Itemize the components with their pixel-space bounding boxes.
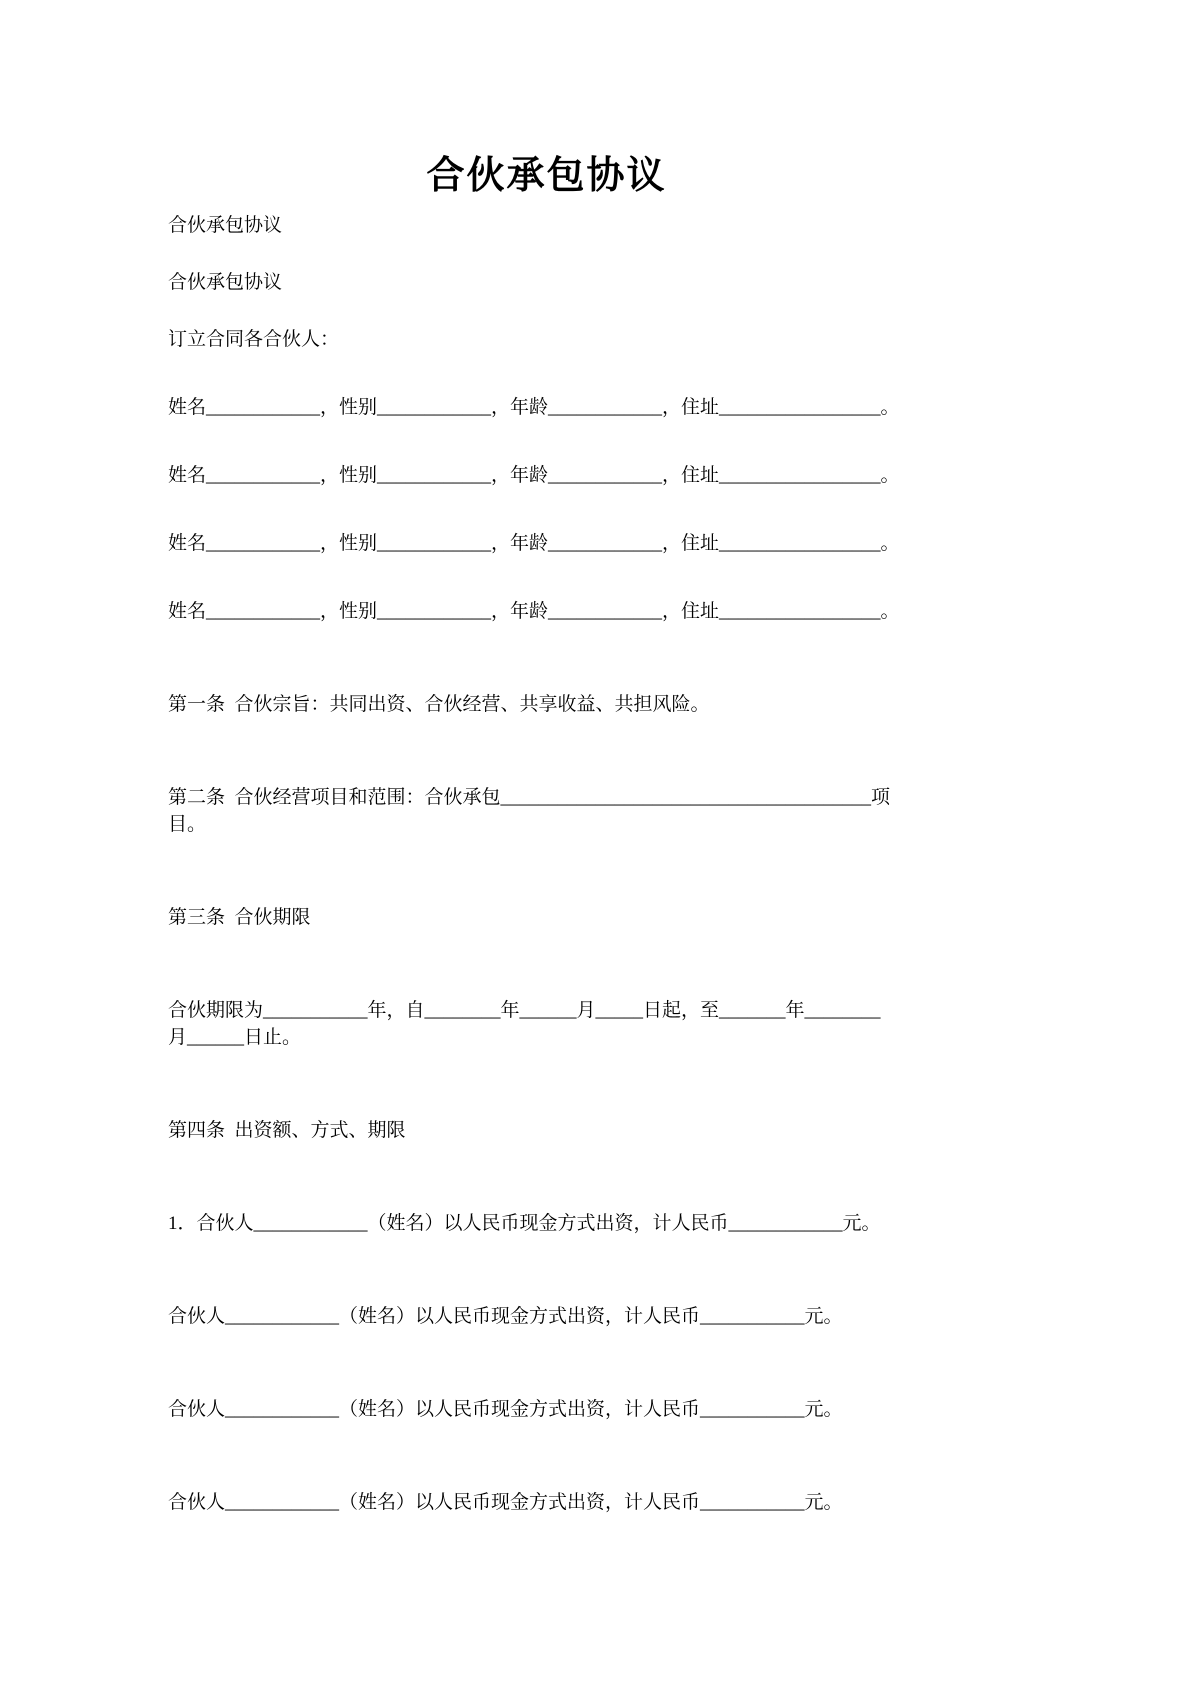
partner-contribution-line-2: 合伙人____________（姓名）以人民币现金方式出资，计人民币___________元。 [168,1306,843,1327]
partner-contribution-line-1: 1．合伙人____________（姓名）以人民币现金方式出资，计人民币____________元。 [168,1213,881,1234]
paragraph-subtitle-1: 合伙承包协议 [168,215,283,236]
paragraph-parties-intro: 订立合同各合伙人： [168,329,340,350]
paragraph-subtitle-2: 合伙承包协议 [168,272,283,293]
partner-name-row-3: 姓名____________，性别____________，年龄____________，住址_________________。 [168,533,900,554]
partner-contribution-line-3: 合伙人____________（姓名）以人民币现金方式出资，计人民币___________元。 [168,1399,843,1420]
article-3-heading: 第三条 合伙期限 [168,907,311,928]
article-1-purpose: 第一条 合伙宗旨：共同出资、合伙经营、共享收益、共担风险。 [168,694,710,715]
article-2-scope: 第二条 合伙经营项目和范围：合伙承包_______________________________________项目。 [168,787,891,835]
article-3-term-paragraph [168,997,925,1051]
partner-name-row-2: 姓名____________，性别____________，年龄____________，住址_________________。 [168,465,900,486]
term-line-1: 合伙期限为___________年，自________年______月_____日起，至_______年________ [168,1000,881,1021]
document-title: 合伙承包协议 [426,155,667,197]
article-4-heading: 第四条 出资额、方式、期限 [168,1120,406,1141]
partner-contribution-line-4: 合伙人____________（姓名）以人民币现金方式出资，计人民币___________元。 [168,1492,843,1513]
partner-name-row-4: 姓名____________，性别____________，年龄____________，住址_________________。 [168,601,900,622]
term-line-2: 月______日止。 [168,1027,302,1048]
partner-name-row-1: 姓名____________，性别____________，年龄____________，住址_________________。 [168,397,900,418]
